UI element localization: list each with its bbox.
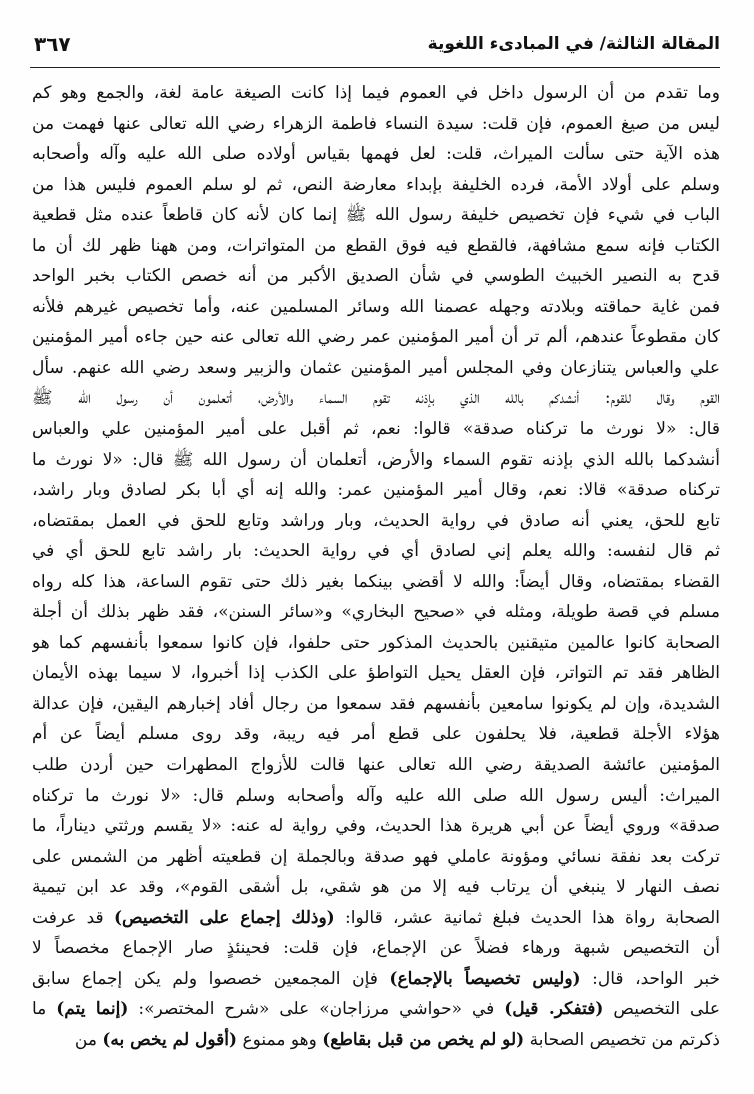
text-line <box>32 903 720 934</box>
text-segment: القضاء بمقتضاه، وقال أيضاً: والله لا أقضي بينكما بغير ذلك حتى تقوم الساعة، هذا كله رواه <box>32 571 720 592</box>
text-line <box>32 842 720 873</box>
text-segment: الصحابة كانوا عالمين متيقنين بالحديث المذكور حتى حلفوا، فإن كانوا سمعوا بأنفسهم كما هو <box>32 632 720 653</box>
text-segment: الميراث: أليس رسول الله صلى الله عليه وآله وأصحابه وسلم قال: «لا نورث ما تركناه <box>32 785 720 806</box>
bold-matn-segment: (إنما يتم) <box>56 999 129 1020</box>
text-segment: وما تقدم من أن الرسول داخل في العموم فيما إذا كانت الصيغة عامة لغة، والجمع وهو كم <box>32 83 720 103</box>
text-segment: هذه الآية حتى سألت الميراث، قلت: لعل فهمها بقياس أولاده صلى الله عليه وآله وأصحابه <box>32 144 720 165</box>
text-segment: علي والعباس يتنازعان وفي المجلس أمير المؤمنين عثمان والزبير وسعد رضي الله عنهم. سأل <box>32 357 720 378</box>
text-segment: القوم وقال للقوم: أنشدكم بالله الذي بإذنه تقوم السماء والأرض، أتعلمون أن رسول الله ﷺ <box>32 388 720 409</box>
text-segment: نصف النهار لا ينبغي أن يرتاب فيه إلا من هو شقي، بل أشقى القوم»، وقد عد ابن تيمية <box>32 877 720 898</box>
text-segment: أن التخصيص شبهة ورهاء فضلاً عن الإجماع، فإن قلت: فحينئذٍ صار الإجماع مخصصاً لا <box>32 938 720 959</box>
text-line <box>32 933 720 964</box>
bold-matn-segment: (أقول لم يخص به) <box>102 1029 238 1050</box>
text-line <box>32 506 720 537</box>
text-segment: تابع للحق، يعني أنه صادق في رواية الحديث، وبار وراشد وتابع للحق في العمل بمقتضاه، <box>32 510 720 531</box>
text-line <box>32 78 720 109</box>
text-segment: الصحابة رواة هذا الحديث فبلغ ثمانية عشر، قالوا: <box>334 907 720 928</box>
text-segment: تركت بعد نفقة نسائي ومؤونة عاملي فهو صدقة وبالجملة إن قطعيته أظهر من الشمس على <box>32 846 720 867</box>
body-text <box>32 78 720 1056</box>
text-segment: ذكرتم من تخصيص الصحابة <box>524 1029 720 1050</box>
bold-matn-segment: (فتفكر. قيل) <box>504 999 604 1020</box>
text-segment: قدح به النصير الخبيث الطوسي في شأن الصديق الأكبر من أنه خصص الكتاب بخبر الواحد <box>32 266 720 287</box>
text-line <box>32 170 720 201</box>
text-line <box>32 353 720 384</box>
text-segment: قال: «لا نورث ما تركناه صدقة» قالوا: نعم، ثم أقبل على أمير المؤمنين علي والعباس <box>32 419 720 440</box>
text-line <box>32 872 720 903</box>
text-line <box>32 1025 720 1056</box>
text-segment: تركناه صدقة» قالا: نعم، وقال أمير المؤمنين عمر: والله إنه أي أبا بكر لصادق وبار راشد، <box>32 480 720 501</box>
text-line <box>32 750 720 781</box>
text-line <box>32 628 720 659</box>
text-line <box>32 597 720 628</box>
text-segment: فإن المجمعين خصصوا ولم يكن إجماع سابق <box>32 968 390 989</box>
text-segment: ما <box>32 999 57 1020</box>
text-line <box>32 994 720 1025</box>
text-segment: وهو ممنوع <box>237 1029 323 1050</box>
text-segment: المؤمنين عائشة الصديقة رضي الله تعالى عنها قالت للأزواج المطهرات حين أردن طلب <box>32 755 720 776</box>
text-segment: مسلم في قصة طويلة، ومثله في «صحيح البخاري» و«سائر السنن»، فقد ظهر بذلك أن أجلة <box>32 602 720 623</box>
text-segment: الظاهر فقد تم التواتر، فإن العقل يحيل التواطؤ على الكذب إذا أخبروا، لا سيما بهذه الأيمان <box>32 663 720 684</box>
text-line <box>32 383 720 414</box>
text-line <box>32 719 720 750</box>
text-segment: الشديدة، وإن لم يكونوا سامعين بأنفسهم فقد سمعوا من رجال أفاد إخبارهم اليقين، فإن عدالة <box>32 693 720 714</box>
text-line <box>32 964 720 995</box>
text-segment: كان مقطوعاً عندهم، ألم تر أن أمير المؤمنين عمر رضي الله تعالى عنه حين جاءه أمير المؤمنين <box>32 327 720 348</box>
text-segment: صدقة» وروي أيضاً عن أبي هريرة هذا الحديث، وفي رواية له عنه: «لا يقسم ورثتي ديناراً، ما <box>32 816 720 837</box>
text-segment: خبر الواحد، قال: <box>580 968 720 989</box>
text-segment: الكتاب فإنه سمع مشافهة، فالقطع فيه فوق القطع من المتواترات، ومن ههنا ظهر لك أن ما <box>32 235 720 256</box>
text-segment: ثم قال لنفسه: والله يعلم إني لصادق أي في رواية الحديث: بار راشد تابع للحق أي في <box>32 541 720 562</box>
text-line <box>32 445 720 476</box>
text-segment: قد عرفت <box>32 907 114 928</box>
page-header <box>34 24 720 64</box>
header-rule <box>30 67 720 68</box>
text-line <box>32 567 720 598</box>
text-line <box>32 536 720 567</box>
text-segment: الباب في شيء فإن تخصيص خليفة رسول الله ﷺ إنما كان لأنه كان قاطعاً عنده مثل قطعية <box>32 205 720 226</box>
text-line <box>32 109 720 140</box>
text-line <box>32 658 720 689</box>
text-line <box>32 475 720 506</box>
text-line <box>32 811 720 842</box>
text-line <box>32 414 720 445</box>
text-segment: في «حواشي مرزاجان» على «شرح المختصر»: <box>128 999 505 1020</box>
text-segment: وسلم على أولاد الأمة، فرده الخليفة بإبداء معارضة النص، ثم لو سلم العموم فليس هذا من <box>32 174 720 195</box>
bold-matn-segment: (وليس تخصيصاً بالإجماع) <box>389 968 581 989</box>
text-line <box>32 781 720 812</box>
bold-matn-segment: (وذلك إجماع على التخصيص) <box>113 907 335 928</box>
text-segment: من <box>74 1029 103 1050</box>
text-segment: ليس من صيغ العموم، فإن قلت: سيدة النساء فاطمة الزهراء رضي الله تعالى عنها فهمت من <box>32 113 720 134</box>
text-segment: فمن غاية حماقته وبلادته وجهله عصمنا الله وسائر المسلمين عنه، وأما تخصيص غيرهم فلأنه <box>32 296 720 317</box>
page-number: ٣٦٧ <box>34 32 71 56</box>
running-title: المقالة الثالثة/ في المبادىء اللغوية <box>427 34 720 54</box>
text-segment: أنشدكما بالله الذي بإذنه تقوم السماء والأرض، أتعلمان أن رسول الله ﷺ قال: «لا نورث ما <box>32 449 720 470</box>
text-line <box>32 261 720 292</box>
text-segment: على التخصيص <box>603 999 720 1020</box>
text-segment: هؤلاء الأجلة قطعية، فلا يحلفون على قطع أمر فيه ريبة، وقد روى مسلم أيضاً عن أم <box>32 724 720 745</box>
text-line <box>32 231 720 262</box>
text-line <box>32 689 720 720</box>
text-line <box>32 200 720 231</box>
text-line <box>32 139 720 170</box>
text-line <box>32 292 720 323</box>
text-line <box>32 322 720 353</box>
bold-matn-segment: (لو لم يخص من قبل بقاطع) <box>322 1029 525 1050</box>
